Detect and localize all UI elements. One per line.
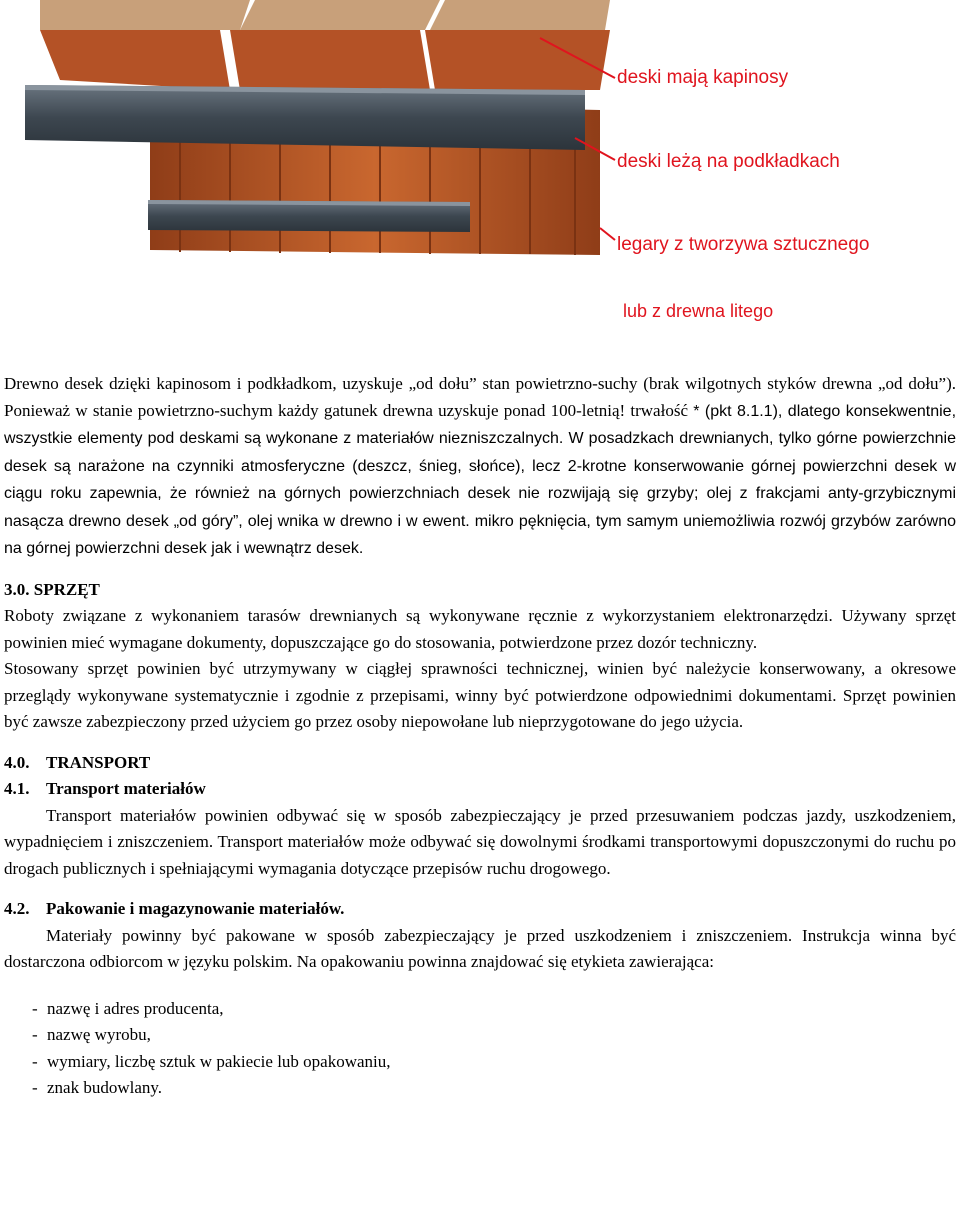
- intro-reference: * (pkt 8.1.1): [693, 402, 778, 420]
- paragraph-equipment-2: Stosowany sprzęt powinien być utrzymywany w ciągłej sprawności technicznej, winien być należycie konserwowany, a okresowe przeglądy wykonywane systematycznie i zgodnie z przepisami, winny być potwierdzone odpowiednimi dokumentami. Sprzęt powinien być zawsze zabezpieczony przed użyciem go przez osoby niepowołane lub nieprzygotowane do jego użycia.: [4, 659, 956, 731]
- heading-4-0: 4.0. TRANSPORT: [4, 752, 151, 772]
- label-contents-list: [4, 996, 956, 1102]
- lower-joist: [148, 200, 470, 232]
- caption-solid-wood: lub z drewna litego: [623, 301, 774, 321]
- intro-text-b: , dlatego konsekwentnie, wszystkie elementy pod deskami są wykonane z materiałów niezniszczalnych.: [4, 402, 957, 447]
- list-item: - nazwę i adres producenta,: [32, 998, 224, 1018]
- list-item: - znak budowlany.: [32, 1078, 163, 1097]
- decking-diagram: [0, 0, 960, 270]
- paragraph-equipment-1: Roboty związane z wykonaniem tarasów drewnianych są wykonywane ręcznie z wykorzystaniem elektronarzędzi. Używany sprzęt powinien mieć wymagane dokumenty, dopuszczające go do stosowania, potwierdzone przez dozór techniczny.: [4, 606, 956, 652]
- label-drip-edge: deski mają kapinosy: [617, 67, 789, 88]
- intro-text-a: Drewno desek dzięki kapinosom i podkładkom, uzyskuje „od dołu” stan powietrzno-suchy (brak wilgotnych styków drewna „od dołu”). Ponieważ w stanie powietrzno-suchym każdy gatunek drewna uzyskuje ponad 100-letnią! trwałość: [4, 374, 956, 420]
- document-body: [4, 371, 956, 1102]
- label-plastic-joists: legary z tworzywa sztucznego: [617, 234, 870, 255]
- paragraph-packaging: Materiały powinny być pakowane w sposób zabezpieczający je przed uszkodzeniem i zniszczeniem. Instrukcja winna być dostarczona odbiorcom w języku polskim. Na opakowaniu powinna znajdować się etykieta zawierająca:: [4, 925, 956, 971]
- heading-4-2: 4.2. Pakowanie i magazynowanie materiałów.: [4, 899, 345, 918]
- list-item: - nazwę wyrobu,: [32, 1025, 151, 1044]
- decking-illustration: [0, 0, 960, 270]
- intro-text-c: W posadzkach drewnianych, tylko górne powierzchnie desek są narażone na czynniki atmosferyczne (deszcz, śnieg, słońce), lecz 2-krotne konserwowanie górnej powierzchni desek w ciągu roku zapewnia, że również na górnych powierzchniach desek nie rozwijają się grzyby; olej z frakcjami anty-grzybicznymi nasącza drewno desek „od góry”, olej wnika w drewno i w ewent. mikro pęknięcia, tym samym uniemożliwia rozwój grzybów zarówno na górnej powierzchni desek jak i wewnątrz desek.: [4, 430, 957, 557]
- list-item: - wymiary, liczbę sztuk w pakiecie lub opakowaniu,: [32, 1051, 391, 1071]
- upper-joist: [25, 85, 585, 150]
- heading-4-1: 4.1. Transport materiałów: [4, 779, 206, 798]
- paragraph-intro: [4, 371, 956, 563]
- heading-3-0: 3.0. SPRZĘT: [4, 579, 100, 599]
- paragraph-transport: Transport materiałów powinien odbywać się w sposób zabezpieczający je przed przesuwaniem podczas jazdy, uszkodzeniem, wypadnięciem i zniszczeniem. Transport materiałów może odbywać się dowolnymi środkami transportowymi dopuszczonymi do ruchu po drogach publicznych i spełniającymi wymagania dotyczące przepisów ruchu drogowego.: [4, 805, 956, 878]
- label-spacers: deski leżą na podkładkach: [617, 151, 840, 172]
